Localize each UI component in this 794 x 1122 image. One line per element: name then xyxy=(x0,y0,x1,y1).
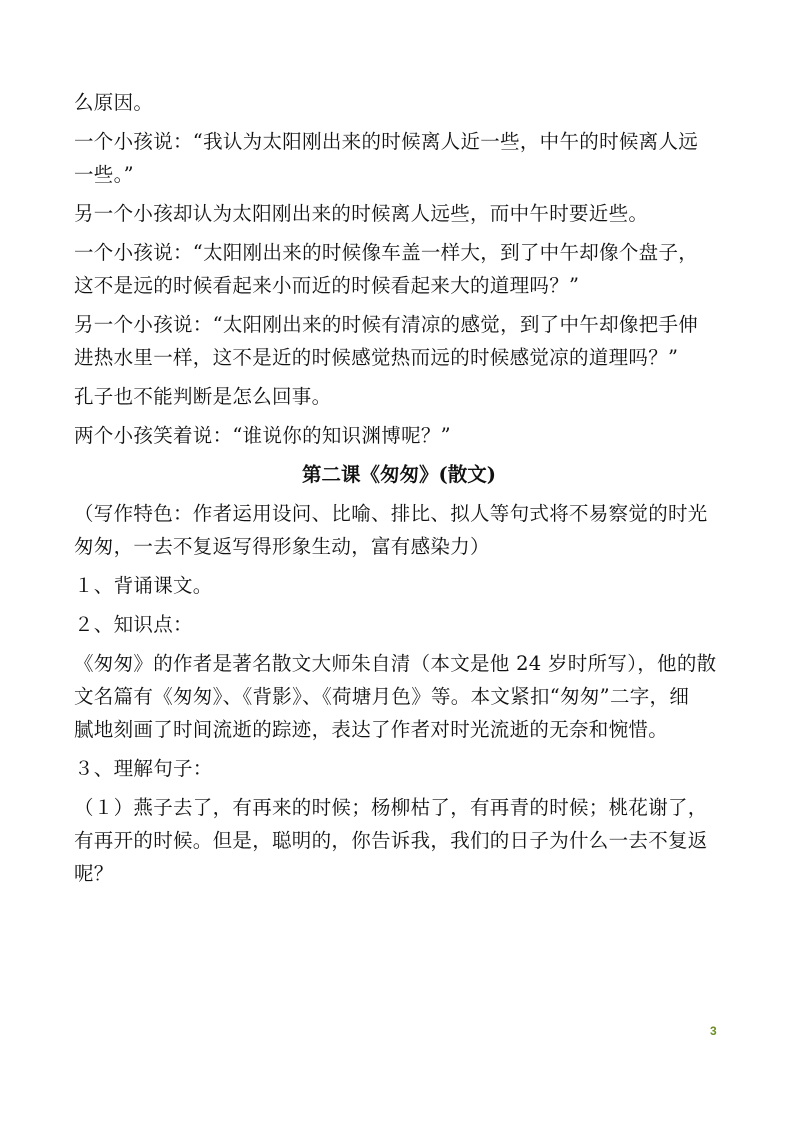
text-line: （１）燕子去了，有再来的时候；杨柳枯了，有再青的时候；桃花谢了， xyxy=(74,796,708,819)
text-line: 匆匆，一去不复返写得形象生动，富有感染力） xyxy=(74,535,490,558)
text-line: 另一个小孩却认为太阳刚出来的时候离人远些，而中午时要近些。 xyxy=(74,202,649,225)
text-line: （写作特色：作者运用设问、比喻、排比、拟人等句式将不易察觉的时光 xyxy=(74,502,708,525)
text-line: 一个小孩说：“太阳刚出来的时候像车盖一样大，到了中午却像个盘子， xyxy=(74,241,699,264)
text-line: 孔子也不能判断是怎么回事。 xyxy=(74,385,332,408)
text-line: 进热水里一样，这不是近的时候感觉热而远的时候感觉凉的道理吗？” xyxy=(74,346,679,369)
text-line: 两个小孩笑着说：“谁说你的知识渊博呢？” xyxy=(74,424,451,447)
section-title: 第二课《匆匆》(散文) xyxy=(302,463,496,486)
lesson-section xyxy=(74,497,724,890)
text-line: ２、知识点： xyxy=(74,613,193,636)
text-line: １、背诵课文。 xyxy=(74,574,213,597)
text-line: 《匆匆》的作者是著名散文大师朱自清（本文是他 24 岁时所写），他的散 xyxy=(74,652,717,675)
text-line: 有再开的时候。但是，聪明的，你告诉我，我们的日子为什么一去不复返 xyxy=(74,829,708,852)
text-line: 一个小孩说：“我认为太阳刚出来的时候离人近一些，中午的时候离人远 xyxy=(74,130,699,153)
text-line: 这不是远的时候看起来小而近的时候看起来大的道理吗？” xyxy=(74,274,580,297)
text-line: 文名篇有《匆匆》、《背影》、《荷塘月色》等。本文紧扣“匆匆”二字，细 xyxy=(74,685,690,708)
text-line: 腻地刻画了时间流逝的踪迹，表达了作者对时光流逝的无奈和惋惜。 xyxy=(74,718,669,741)
text-line: 呢？ xyxy=(74,862,114,885)
story-section xyxy=(74,86,724,452)
document-page xyxy=(74,86,724,890)
page-number: 3 xyxy=(710,1024,717,1038)
text-line: ３、理解句子： xyxy=(74,757,213,780)
text-line: 另一个小孩说：“太阳刚出来的时候有清凉的感觉，到了中午却像把手伸 xyxy=(74,313,699,336)
text-line: 么原因。 xyxy=(74,91,154,114)
text-line: 一些。” xyxy=(74,163,134,186)
